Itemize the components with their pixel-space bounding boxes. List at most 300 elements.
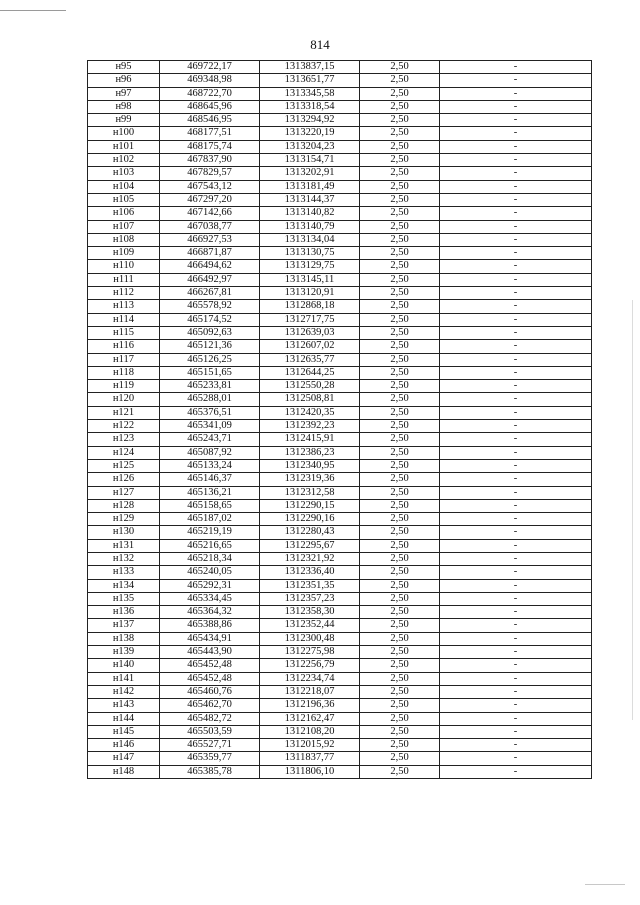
note-cell: - <box>440 273 592 286</box>
point-id-cell: н118 <box>88 366 160 379</box>
y-coordinate-cell: 1313294,92 <box>260 114 360 127</box>
note-cell: - <box>440 552 592 565</box>
table-row <box>88 406 592 419</box>
point-id-cell: н138 <box>88 632 160 645</box>
y-coordinate-cell: 1312321,92 <box>260 552 360 565</box>
table-row <box>88 87 592 100</box>
table-row <box>88 606 592 619</box>
note-cell: - <box>440 167 592 180</box>
accuracy-cell: 2,50 <box>360 233 440 246</box>
x-coordinate-cell: 465452,48 <box>160 659 260 672</box>
y-coordinate-cell: 1312392,23 <box>260 420 360 433</box>
table-row <box>88 552 592 565</box>
x-coordinate-cell: 469348,98 <box>160 74 260 87</box>
y-coordinate-cell: 1312256,79 <box>260 659 360 672</box>
table-row <box>88 100 592 113</box>
table-row <box>88 193 592 206</box>
x-coordinate-cell: 465334,45 <box>160 592 260 605</box>
note-cell: - <box>440 74 592 87</box>
point-id-cell: н116 <box>88 340 160 353</box>
accuracy-cell: 2,50 <box>360 180 440 193</box>
note-cell: - <box>440 499 592 512</box>
point-id-cell: н113 <box>88 300 160 313</box>
point-id-cell: н121 <box>88 406 160 419</box>
point-id-cell: н95 <box>88 61 160 74</box>
table-row <box>88 725 592 738</box>
y-coordinate-cell: 1312717,75 <box>260 313 360 326</box>
y-coordinate-cell: 1313154,71 <box>260 154 360 167</box>
x-coordinate-cell: 465174,52 <box>160 313 260 326</box>
point-id-cell: н127 <box>88 486 160 499</box>
accuracy-cell: 2,50 <box>360 193 440 206</box>
x-coordinate-cell: 466494,62 <box>160 260 260 273</box>
y-coordinate-cell: 1313202,91 <box>260 167 360 180</box>
x-coordinate-cell: 465460,76 <box>160 685 260 698</box>
x-coordinate-cell: 468177,51 <box>160 127 260 140</box>
y-coordinate-cell: 1312015,92 <box>260 739 360 752</box>
table-row <box>88 592 592 605</box>
point-id-cell: н131 <box>88 539 160 552</box>
point-id-cell: н115 <box>88 326 160 339</box>
accuracy-cell: 2,50 <box>360 313 440 326</box>
y-coordinate-cell: 1313130,75 <box>260 247 360 260</box>
note-cell: - <box>440 712 592 725</box>
accuracy-cell: 2,50 <box>360 247 440 260</box>
y-coordinate-cell: 1312196,36 <box>260 699 360 712</box>
point-id-cell: н112 <box>88 287 160 300</box>
note-cell: - <box>440 140 592 153</box>
x-coordinate-cell: 465443,90 <box>160 646 260 659</box>
y-coordinate-cell: 1313204,23 <box>260 140 360 153</box>
note-cell: - <box>440 340 592 353</box>
y-coordinate-cell: 1311837,77 <box>260 752 360 765</box>
x-coordinate-cell: 465359,77 <box>160 752 260 765</box>
note-cell: - <box>440 287 592 300</box>
accuracy-cell: 2,50 <box>360 74 440 87</box>
table-row <box>88 765 592 778</box>
table-row <box>88 446 592 459</box>
table-row <box>88 207 592 220</box>
x-coordinate-cell: 468645,96 <box>160 100 260 113</box>
table-row <box>88 566 592 579</box>
y-coordinate-cell: 1312508,81 <box>260 393 360 406</box>
table-row <box>88 459 592 472</box>
y-coordinate-cell: 1313345,58 <box>260 87 360 100</box>
accuracy-cell: 2,50 <box>360 486 440 499</box>
note-cell: - <box>440 566 592 579</box>
note-cell: - <box>440 659 592 672</box>
y-coordinate-cell: 1312386,23 <box>260 446 360 459</box>
table-row <box>88 140 592 153</box>
x-coordinate-cell: 465364,32 <box>160 606 260 619</box>
table-row <box>88 659 592 672</box>
point-id-cell: н147 <box>88 752 160 765</box>
note-cell: - <box>440 233 592 246</box>
accuracy-cell: 2,50 <box>360 87 440 100</box>
table-row <box>88 420 592 433</box>
x-coordinate-cell: 467297,20 <box>160 193 260 206</box>
y-coordinate-cell: 1312340,95 <box>260 459 360 472</box>
accuracy-cell: 2,50 <box>360 473 440 486</box>
y-coordinate-cell: 1313220,19 <box>260 127 360 140</box>
point-id-cell: н104 <box>88 180 160 193</box>
x-coordinate-cell: 465288,01 <box>160 393 260 406</box>
accuracy-cell: 2,50 <box>360 380 440 393</box>
note-cell: - <box>440 739 592 752</box>
point-id-cell: н129 <box>88 513 160 526</box>
x-coordinate-cell: 465292,31 <box>160 579 260 592</box>
accuracy-cell: 2,50 <box>360 659 440 672</box>
table-row <box>88 61 592 74</box>
table-row <box>88 300 592 313</box>
y-coordinate-cell: 1312644,25 <box>260 366 360 379</box>
table-row <box>88 539 592 552</box>
note-cell: - <box>440 646 592 659</box>
x-coordinate-cell: 465482,72 <box>160 712 260 725</box>
table-row <box>88 433 592 446</box>
point-id-cell: н98 <box>88 100 160 113</box>
table-row <box>88 353 592 366</box>
note-cell: - <box>440 459 592 472</box>
x-coordinate-cell: 465087,92 <box>160 446 260 459</box>
accuracy-cell: 2,50 <box>360 725 440 738</box>
note-cell: - <box>440 513 592 526</box>
accuracy-cell: 2,50 <box>360 446 440 459</box>
point-id-cell: н135 <box>88 592 160 605</box>
table-row <box>88 632 592 645</box>
x-coordinate-cell: 468175,74 <box>160 140 260 153</box>
y-coordinate-cell: 1313134,04 <box>260 233 360 246</box>
y-coordinate-cell: 1312420,35 <box>260 406 360 419</box>
point-id-cell: н106 <box>88 207 160 220</box>
x-coordinate-cell: 465341,09 <box>160 420 260 433</box>
note-cell: - <box>440 606 592 619</box>
note-cell: - <box>440 539 592 552</box>
note-cell: - <box>440 100 592 113</box>
accuracy-cell: 2,50 <box>360 167 440 180</box>
point-id-cell: н107 <box>88 220 160 233</box>
table-row <box>88 326 592 339</box>
x-coordinate-cell: 467543,12 <box>160 180 260 193</box>
accuracy-cell: 2,50 <box>360 606 440 619</box>
x-coordinate-cell: 465121,36 <box>160 340 260 353</box>
accuracy-cell: 2,50 <box>360 526 440 539</box>
note-cell: - <box>440 353 592 366</box>
scan-edge-line-top-left <box>0 10 66 11</box>
point-id-cell: н99 <box>88 114 160 127</box>
point-id-cell: н128 <box>88 499 160 512</box>
point-id-cell: н130 <box>88 526 160 539</box>
table-row <box>88 154 592 167</box>
accuracy-cell: 2,50 <box>360 140 440 153</box>
point-id-cell: н136 <box>88 606 160 619</box>
accuracy-cell: 2,50 <box>360 513 440 526</box>
y-coordinate-cell: 1312639,03 <box>260 326 360 339</box>
accuracy-cell: 2,50 <box>360 433 440 446</box>
y-coordinate-cell: 1313144,37 <box>260 193 360 206</box>
table-row <box>88 247 592 260</box>
y-coordinate-cell: 1312108,20 <box>260 725 360 738</box>
y-coordinate-cell: 1312635,77 <box>260 353 360 366</box>
point-id-cell: н132 <box>88 552 160 565</box>
x-coordinate-cell: 469722,17 <box>160 61 260 74</box>
x-coordinate-cell: 465146,37 <box>160 473 260 486</box>
x-coordinate-cell: 465233,81 <box>160 380 260 393</box>
table-row <box>88 287 592 300</box>
point-id-cell: н124 <box>88 446 160 459</box>
table-row <box>88 579 592 592</box>
x-coordinate-cell: 465158,65 <box>160 499 260 512</box>
accuracy-cell: 2,50 <box>360 632 440 645</box>
y-coordinate-cell: 1313181,49 <box>260 180 360 193</box>
y-coordinate-cell: 1313837,15 <box>260 61 360 74</box>
y-coordinate-cell: 1313140,79 <box>260 220 360 233</box>
point-id-cell: н110 <box>88 260 160 273</box>
point-id-cell: н97 <box>88 87 160 100</box>
note-cell: - <box>440 765 592 778</box>
note-cell: - <box>440 486 592 499</box>
y-coordinate-cell: 1312868,18 <box>260 300 360 313</box>
note-cell: - <box>440 300 592 313</box>
x-coordinate-cell: 467837,90 <box>160 154 260 167</box>
point-id-cell: н139 <box>88 646 160 659</box>
x-coordinate-cell: 465187,02 <box>160 513 260 526</box>
note-cell: - <box>440 366 592 379</box>
x-coordinate-cell: 465243,71 <box>160 433 260 446</box>
table-row <box>88 486 592 499</box>
accuracy-cell: 2,50 <box>360 592 440 605</box>
x-coordinate-cell: 465434,91 <box>160 632 260 645</box>
accuracy-cell: 2,50 <box>360 300 440 313</box>
note-cell: - <box>440 752 592 765</box>
note-cell: - <box>440 579 592 592</box>
y-coordinate-cell: 1313145,11 <box>260 273 360 286</box>
table-row <box>88 380 592 393</box>
accuracy-cell: 2,50 <box>360 366 440 379</box>
table-row <box>88 260 592 273</box>
point-id-cell: н117 <box>88 353 160 366</box>
note-cell: - <box>440 685 592 698</box>
note-cell: - <box>440 180 592 193</box>
note-cell: - <box>440 619 592 632</box>
note-cell: - <box>440 446 592 459</box>
point-id-cell: н103 <box>88 167 160 180</box>
x-coordinate-cell: 465527,71 <box>160 739 260 752</box>
x-coordinate-cell: 465376,51 <box>160 406 260 419</box>
y-coordinate-cell: 1313120,91 <box>260 287 360 300</box>
table-row <box>88 366 592 379</box>
x-coordinate-cell: 465136,21 <box>160 486 260 499</box>
point-id-cell: н141 <box>88 672 160 685</box>
point-id-cell: н142 <box>88 685 160 698</box>
point-id-cell: н125 <box>88 459 160 472</box>
accuracy-cell: 2,50 <box>360 127 440 140</box>
y-coordinate-cell: 1312300,48 <box>260 632 360 645</box>
x-coordinate-cell: 468722,70 <box>160 87 260 100</box>
x-coordinate-cell: 467038,77 <box>160 220 260 233</box>
accuracy-cell: 2,50 <box>360 207 440 220</box>
point-id-cell: н119 <box>88 380 160 393</box>
accuracy-cell: 2,50 <box>360 287 440 300</box>
scan-edge-line-right <box>632 300 633 720</box>
table-row <box>88 499 592 512</box>
point-id-cell: н144 <box>88 712 160 725</box>
y-coordinate-cell: 1312415,91 <box>260 433 360 446</box>
accuracy-cell: 2,50 <box>360 459 440 472</box>
table-row <box>88 646 592 659</box>
x-coordinate-cell: 465218,34 <box>160 552 260 565</box>
y-coordinate-cell: 1312550,28 <box>260 380 360 393</box>
accuracy-cell: 2,50 <box>360 114 440 127</box>
note-cell: - <box>440 154 592 167</box>
x-coordinate-cell: 466871,87 <box>160 247 260 260</box>
x-coordinate-cell: 465452,48 <box>160 672 260 685</box>
y-coordinate-cell: 1312357,23 <box>260 592 360 605</box>
x-coordinate-cell: 465126,25 <box>160 353 260 366</box>
accuracy-cell: 2,50 <box>360 154 440 167</box>
accuracy-cell: 2,50 <box>360 220 440 233</box>
y-coordinate-cell: 1312319,36 <box>260 473 360 486</box>
accuracy-cell: 2,50 <box>360 406 440 419</box>
y-coordinate-cell: 1312295,67 <box>260 539 360 552</box>
point-id-cell: н134 <box>88 579 160 592</box>
note-cell: - <box>440 725 592 738</box>
note-cell: - <box>440 420 592 433</box>
coordinates-table-body <box>88 61 592 779</box>
table-row <box>88 114 592 127</box>
x-coordinate-cell: 465092,63 <box>160 326 260 339</box>
point-id-cell: н114 <box>88 313 160 326</box>
point-id-cell: н137 <box>88 619 160 632</box>
table-row <box>88 685 592 698</box>
point-id-cell: н143 <box>88 699 160 712</box>
accuracy-cell: 2,50 <box>360 579 440 592</box>
accuracy-cell: 2,50 <box>360 752 440 765</box>
accuracy-cell: 2,50 <box>360 61 440 74</box>
point-id-cell: н102 <box>88 154 160 167</box>
accuracy-cell: 2,50 <box>360 619 440 632</box>
note-cell: - <box>440 260 592 273</box>
table-row <box>88 672 592 685</box>
accuracy-cell: 2,50 <box>360 685 440 698</box>
y-coordinate-cell: 1312607,02 <box>260 340 360 353</box>
table-row <box>88 220 592 233</box>
y-coordinate-cell: 1312234,74 <box>260 672 360 685</box>
y-coordinate-cell: 1313318,54 <box>260 100 360 113</box>
table-row <box>88 739 592 752</box>
note-cell: - <box>440 220 592 233</box>
accuracy-cell: 2,50 <box>360 552 440 565</box>
note-cell: - <box>440 699 592 712</box>
point-id-cell: н140 <box>88 659 160 672</box>
note-cell: - <box>440 114 592 127</box>
note-cell: - <box>440 87 592 100</box>
page-number: 814 <box>310 37 330 52</box>
x-coordinate-cell: 468546,95 <box>160 114 260 127</box>
note-cell: - <box>440 393 592 406</box>
table-row <box>88 180 592 193</box>
note-cell: - <box>440 313 592 326</box>
accuracy-cell: 2,50 <box>360 699 440 712</box>
table-row <box>88 393 592 406</box>
accuracy-cell: 2,50 <box>360 566 440 579</box>
table-row <box>88 513 592 526</box>
accuracy-cell: 2,50 <box>360 739 440 752</box>
y-coordinate-cell: 1312280,43 <box>260 526 360 539</box>
x-coordinate-cell: 467142,66 <box>160 207 260 220</box>
x-coordinate-cell: 465240,05 <box>160 566 260 579</box>
table-row <box>88 273 592 286</box>
table-row <box>88 127 592 140</box>
point-id-cell: н109 <box>88 247 160 260</box>
point-id-cell: н96 <box>88 74 160 87</box>
accuracy-cell: 2,50 <box>360 273 440 286</box>
point-id-cell: н148 <box>88 765 160 778</box>
table-row <box>88 699 592 712</box>
point-id-cell: н111 <box>88 273 160 286</box>
accuracy-cell: 2,50 <box>360 672 440 685</box>
x-coordinate-cell: 465388,86 <box>160 619 260 632</box>
note-cell: - <box>440 207 592 220</box>
table-row <box>88 752 592 765</box>
table-row <box>88 526 592 539</box>
point-id-cell: н101 <box>88 140 160 153</box>
point-id-cell: н108 <box>88 233 160 246</box>
accuracy-cell: 2,50 <box>360 765 440 778</box>
table-row <box>88 313 592 326</box>
table-row <box>88 619 592 632</box>
note-cell: - <box>440 247 592 260</box>
accuracy-cell: 2,50 <box>360 420 440 433</box>
accuracy-cell: 2,50 <box>360 712 440 725</box>
table-row <box>88 167 592 180</box>
note-cell: - <box>440 61 592 74</box>
accuracy-cell: 2,50 <box>360 539 440 552</box>
note-cell: - <box>440 632 592 645</box>
note-cell: - <box>440 592 592 605</box>
x-coordinate-cell: 465462,70 <box>160 699 260 712</box>
note-cell: - <box>440 406 592 419</box>
accuracy-cell: 2,50 <box>360 326 440 339</box>
note-cell: - <box>440 473 592 486</box>
x-coordinate-cell: 465219,19 <box>160 526 260 539</box>
x-coordinate-cell: 466492,97 <box>160 273 260 286</box>
x-coordinate-cell: 467829,57 <box>160 167 260 180</box>
y-coordinate-cell: 1313651,77 <box>260 74 360 87</box>
x-coordinate-cell: 466267,81 <box>160 287 260 300</box>
note-cell: - <box>440 193 592 206</box>
note-cell: - <box>440 380 592 393</box>
point-id-cell: н146 <box>88 739 160 752</box>
note-cell: - <box>440 326 592 339</box>
x-coordinate-cell: 465216,65 <box>160 539 260 552</box>
y-coordinate-cell: 1312290,15 <box>260 499 360 512</box>
accuracy-cell: 2,50 <box>360 260 440 273</box>
y-coordinate-cell: 1311806,10 <box>260 765 360 778</box>
y-coordinate-cell: 1312290,16 <box>260 513 360 526</box>
y-coordinate-cell: 1313129,75 <box>260 260 360 273</box>
accuracy-cell: 2,50 <box>360 646 440 659</box>
x-coordinate-cell: 465578,92 <box>160 300 260 313</box>
accuracy-cell: 2,50 <box>360 393 440 406</box>
table-row <box>88 473 592 486</box>
accuracy-cell: 2,50 <box>360 499 440 512</box>
y-coordinate-cell: 1312336,40 <box>260 566 360 579</box>
accuracy-cell: 2,50 <box>360 340 440 353</box>
note-cell: - <box>440 433 592 446</box>
accuracy-cell: 2,50 <box>360 353 440 366</box>
x-coordinate-cell: 465385,78 <box>160 765 260 778</box>
